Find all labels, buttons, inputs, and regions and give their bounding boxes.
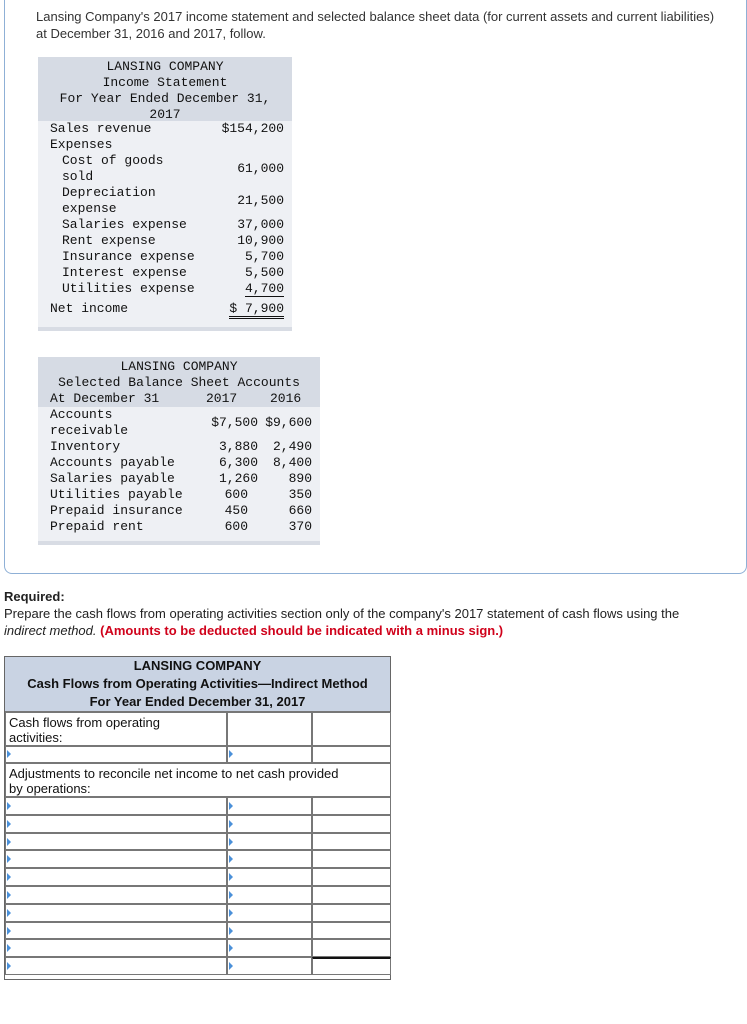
balance-row: [38, 519, 320, 535]
balance-2016: 370: [288, 519, 312, 534]
balance-label: Utilities payable: [50, 487, 183, 502]
cf-adjustment-amount2[interactable]: [312, 939, 391, 957]
cf-title: Cash Flows from Operating Activities—Indirect Method: [27, 676, 368, 691]
dropdown-arrow-icon: [7, 962, 11, 970]
cf-adjustment-amount2[interactable]: [312, 797, 391, 815]
cf-company: LANSING COMPANY: [133, 658, 262, 673]
cf-input-amount1[interactable]: [227, 746, 312, 763]
balance-2017: 600: [224, 519, 248, 534]
dropdown-arrow-icon: [229, 944, 233, 952]
expense-label: Interest expense: [62, 265, 187, 280]
cf-adjustment-amount2[interactable]: [312, 957, 391, 975]
expense-row: [38, 185, 292, 217]
expense-label: Cost of goods sold: [62, 153, 164, 184]
income-header: [38, 57, 292, 121]
expense-label: Utilities expense: [62, 281, 195, 296]
cf-adjustment-label[interactable]: [5, 868, 227, 886]
cf-adjustment-amount1[interactable]: [227, 922, 312, 940]
expense-row: [38, 153, 292, 185]
cf-adjustment-label[interactable]: [5, 833, 227, 851]
balance-label: Prepaid rent: [50, 519, 144, 534]
expense-label: Insurance expense: [62, 249, 195, 264]
cf-adjustment-label[interactable]: [5, 797, 227, 815]
sales-value: $154,200: [221, 121, 284, 136]
expense-value: 5,500: [244, 265, 284, 280]
required-text: Prepare the cash flows from operating activities section only of the company's 2017 statement of cash flows using the indirect method. (Amounts to be deducted should be indicated with a minus sign.): [4, 606, 680, 638]
dropdown-arrow-icon: [229, 855, 233, 863]
expense-label: Depreciation expense: [62, 185, 156, 216]
dropdown-arrow-icon: [229, 750, 233, 758]
intro-text: Lansing Company's 2017 income statement and selected balance sheet data (for current assets and current liabilities) at December 31, 2016 and 2017, follow.: [36, 9, 715, 41]
cf-adjustment-amount2[interactable]: [312, 850, 391, 868]
net-income-row: [38, 301, 292, 317]
cf-adjustment-amount1[interactable]: [227, 850, 312, 868]
balance-col-headers: [38, 391, 320, 407]
income-company: LANSING COMPANY: [106, 59, 224, 74]
cf-adjustment-amount1[interactable]: [227, 797, 312, 815]
dropdown-arrow-icon: [7, 838, 11, 846]
cf-adjustment-amount2[interactable]: [312, 815, 391, 833]
net-income-label: Net income: [50, 301, 129, 316]
cf-adjustment-label[interactable]: [5, 886, 227, 904]
balance-row: [38, 407, 320, 439]
expense-row: [38, 233, 292, 249]
balance-company: LANSING COMPANY: [120, 359, 238, 374]
cf-adjustment-amount1[interactable]: [227, 904, 312, 922]
cf-input-amount2[interactable]: [312, 746, 391, 763]
balance-2016: $9,600: [265, 415, 312, 430]
income-year: 2017: [149, 107, 181, 122]
sales-label: Sales revenue: [50, 121, 152, 136]
balance-title: Selected Balance Sheet Accounts: [58, 375, 300, 390]
expense-value: 10,900: [237, 233, 284, 248]
balance-2017: 1,260: [218, 471, 258, 486]
dropdown-arrow-icon: [7, 855, 11, 863]
expense-value: 5,700: [244, 249, 284, 264]
dropdown-arrow-icon: [7, 802, 11, 810]
cf-adjustment-amount2[interactable]: [312, 922, 391, 940]
balance-label: Salaries payable: [50, 471, 175, 486]
cf-adjustment-label[interactable]: [5, 815, 227, 833]
cf-adjustment-amount2[interactable]: [312, 833, 391, 851]
required-italic: indirect method.: [4, 623, 97, 638]
balance-2016: 890: [288, 471, 312, 486]
required-section: [4, 588, 739, 639]
expense-row: [38, 249, 292, 265]
cf-section1-amount1[interactable]: [227, 712, 312, 746]
dropdown-arrow-icon: [7, 927, 11, 935]
balance-2016: 660: [288, 503, 312, 518]
balance-label: Prepaid insurance: [50, 503, 183, 518]
cf-adjustment-amount2[interactable]: [312, 886, 391, 904]
cf-section1-label: Cash flows from operating activities:: [5, 712, 227, 746]
dropdown-arrow-icon: [7, 909, 11, 917]
cf-adjustment-label[interactable]: [5, 939, 227, 957]
cf-section1-amount2[interactable]: [312, 712, 391, 746]
cf-period: For Year Ended December 31, 2017: [89, 694, 306, 709]
balance-label: Inventory: [50, 439, 121, 454]
col-2017: 2017: [206, 391, 238, 406]
cf-adjustment-label[interactable]: [5, 957, 227, 975]
balance-row: [38, 439, 320, 455]
sales-row: [38, 121, 292, 137]
dropdown-arrow-icon: [7, 750, 11, 758]
cf-adjustment-label[interactable]: [5, 922, 227, 940]
balance-header: [38, 357, 320, 407]
expense-label: Salaries expense: [62, 217, 187, 232]
balance-2017: 6,300: [218, 455, 258, 470]
cf-adjustment-amount2[interactable]: [312, 868, 391, 886]
dropdown-arrow-icon: [229, 820, 233, 828]
dropdown-arrow-icon: [7, 820, 11, 828]
cf-adjustment-amount1[interactable]: [227, 957, 312, 975]
dropdown-arrow-icon: [7, 891, 11, 899]
expense-row: [38, 265, 292, 281]
expense-value: 61,000: [237, 161, 284, 176]
income-period: For Year Ended December 31,: [59, 91, 271, 106]
required-red: (Amounts to be deducted should be indicated with a minus sign.): [100, 623, 504, 638]
dropdown-arrow-icon: [229, 838, 233, 846]
expense-value: 4,700: [244, 281, 284, 296]
cf-adjustment-label[interactable]: [5, 904, 227, 922]
expense-value: 21,500: [237, 193, 284, 208]
balance-label: Accounts receivable: [50, 407, 129, 438]
cf-adjustment-amount1[interactable]: [227, 815, 312, 833]
col-2016: 2016: [270, 391, 302, 406]
cf-input-label[interactable]: [5, 746, 227, 763]
dropdown-arrow-icon: [229, 909, 233, 917]
balance-2017: 600: [224, 487, 248, 502]
income-title: Income Statement: [102, 75, 228, 90]
balance-row: [38, 487, 320, 503]
expenses-label: Expenses: [50, 137, 113, 152]
dropdown-arrow-icon: [7, 944, 11, 952]
cf-adjustment-amount1[interactable]: [227, 939, 312, 957]
balance-sheet-table: [38, 357, 320, 545]
balance-2017: 450: [224, 503, 248, 518]
expense-row: [38, 281, 292, 297]
expense-value: 37,000: [237, 217, 284, 232]
dropdown-arrow-icon: [229, 891, 233, 899]
cf-adjustment-amount1[interactable]: [227, 833, 312, 851]
cf-adjustment-amount2[interactable]: [312, 904, 391, 922]
dropdown-arrow-icon: [229, 802, 233, 810]
balance-2017: $7,500: [211, 415, 258, 430]
cf-adjustment-amount1[interactable]: [227, 868, 312, 886]
required-title: Required:: [4, 589, 65, 604]
balance-row: [38, 471, 320, 487]
cf-adjustment-label[interactable]: [5, 850, 227, 868]
expense-row: [38, 217, 292, 233]
balance-2017: 3,880: [218, 439, 258, 454]
expense-label: Rent expense: [62, 233, 156, 248]
col-label: At December 31: [50, 391, 160, 406]
balance-2016: 350: [288, 487, 312, 502]
cf-adjustment-amount1[interactable]: [227, 886, 312, 904]
balance-2016: 8,400: [272, 455, 312, 470]
dropdown-arrow-icon: [229, 873, 233, 881]
cf-adjustments-label: Adjustments to reconcile net income to net cash provided by operations:: [5, 763, 391, 797]
dropdown-arrow-icon: [7, 873, 11, 881]
expenses-row: [38, 137, 292, 153]
balance-label: Accounts payable: [50, 455, 175, 470]
cf-header: [5, 657, 390, 712]
dropdown-arrow-icon: [229, 927, 233, 935]
dropdown-arrow-icon: [229, 962, 233, 970]
balance-row: [38, 503, 320, 519]
net-income-value: $ 7,900: [229, 301, 284, 319]
balance-row: [38, 455, 320, 471]
balance-2016: 2,490: [272, 439, 312, 454]
income-statement-table: [38, 57, 292, 331]
